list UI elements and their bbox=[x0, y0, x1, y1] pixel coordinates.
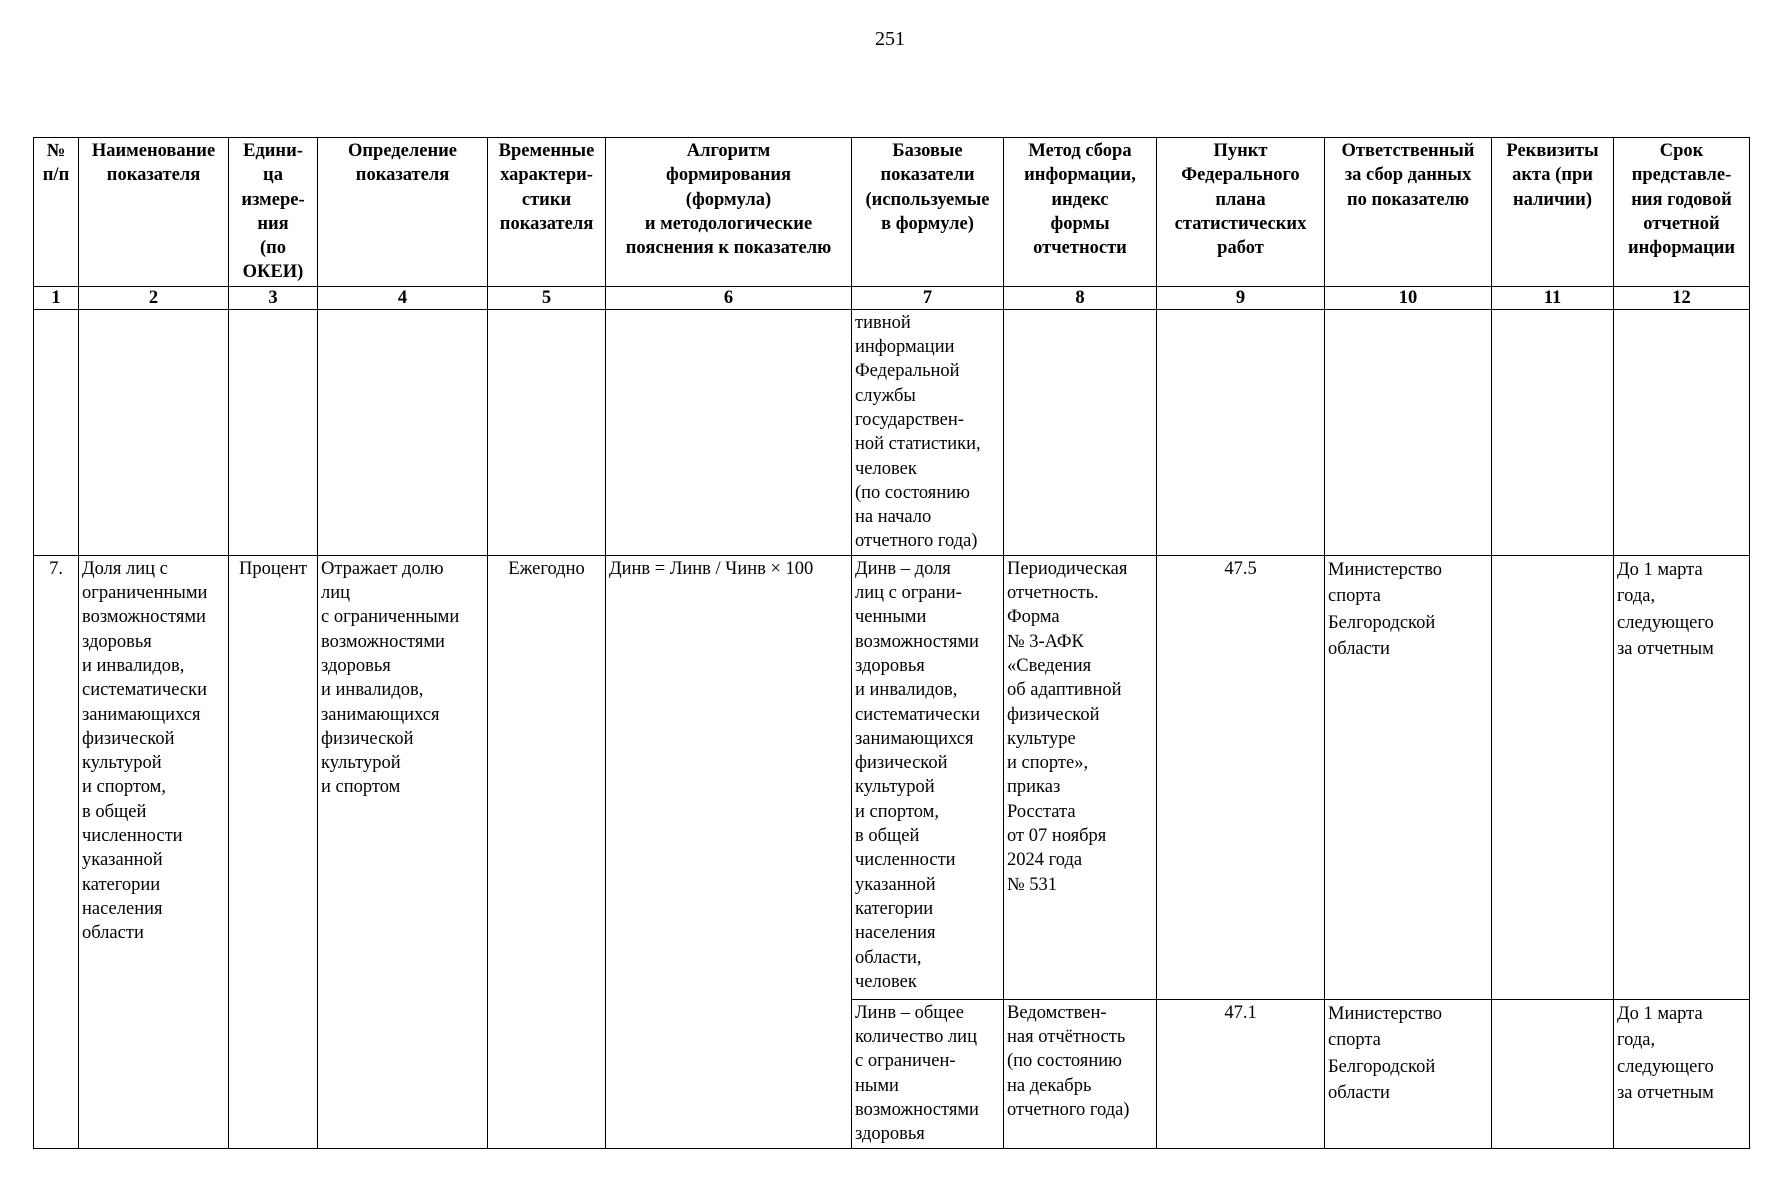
row7a-deadline: До 1 марта года, следующего за отчетным bbox=[1614, 555, 1750, 999]
column-number-8: 8 bbox=[1004, 286, 1157, 309]
cont-cell-5 bbox=[488, 309, 606, 555]
row7-periodicity: Ежегодно bbox=[488, 555, 606, 1148]
row7-unit: Процент bbox=[229, 555, 318, 1148]
column-number-10: 10 bbox=[1325, 286, 1492, 309]
row7-name: Доля лиц с ограниченными возможностями здоровья и инвалидов, систематически занимающихся физической культурой и спортом, в общей численности указанной категории населения области bbox=[79, 555, 229, 1148]
column-number-row bbox=[34, 286, 1750, 309]
row7-formula: Динв = Линв / Чинв × 100 bbox=[606, 555, 852, 1148]
column-number-1: 1 bbox=[34, 286, 79, 309]
cont-base-indicator: тивной информации Федеральной службы государствен- ной статистики, человек (по состоянию на начало отчетного года) bbox=[852, 309, 1004, 555]
column-number-11: 11 bbox=[1492, 286, 1614, 309]
row7b-method: Ведомствен- ная отчётность (по состоянию на декабрь отчетного года) bbox=[1004, 999, 1157, 1148]
row7-number: 7. bbox=[34, 555, 79, 1148]
header-col-4: Определение показателя bbox=[318, 138, 488, 287]
column-number-3: 3 bbox=[229, 286, 318, 309]
header-col-10: Ответственный за сбор данных по показателю bbox=[1325, 138, 1492, 287]
row7b-responsible: Министерство спорта Белгородской области bbox=[1325, 999, 1492, 1148]
row7b-act bbox=[1492, 999, 1614, 1148]
row7b-plan-item: 47.1 bbox=[1157, 999, 1325, 1148]
header-col-8: Метод сбора информации, индекс формы отчетности bbox=[1004, 138, 1157, 287]
row7a-plan-item: 47.5 bbox=[1157, 555, 1325, 999]
header-col-7: Базовые показатели (используемые в формуле) bbox=[852, 138, 1004, 287]
header-col-3: Едини- ца измере- ния (по ОКЕИ) bbox=[229, 138, 318, 287]
column-number-9: 9 bbox=[1157, 286, 1325, 309]
header-col-5: Временные характери- стики показателя bbox=[488, 138, 606, 287]
cont-cell-12 bbox=[1614, 309, 1750, 555]
row7b-deadline: До 1 марта года, следующего за отчетным bbox=[1614, 999, 1750, 1148]
header-col-1: № п/п bbox=[34, 138, 79, 287]
column-number-2: 2 bbox=[79, 286, 229, 309]
column-number-12: 12 bbox=[1614, 286, 1750, 309]
row7a-act bbox=[1492, 555, 1614, 999]
column-number-7: 7 bbox=[852, 286, 1004, 309]
cont-cell-10 bbox=[1325, 309, 1492, 555]
indicators-table bbox=[33, 137, 1750, 1149]
row7a-method: Периодическая отчетность. Форма № 3-АФК «Сведения об адаптивной физической культуре и спорте», приказ Росстата от 07 ноября 2024 года № 531 bbox=[1004, 555, 1157, 999]
header-row bbox=[34, 138, 1750, 287]
header-col-9: Пункт Федерального плана статистических работ bbox=[1157, 138, 1325, 287]
continuation-row bbox=[34, 309, 1750, 555]
header-col-11: Реквизиты акта (при наличии) bbox=[1492, 138, 1614, 287]
column-number-5: 5 bbox=[488, 286, 606, 309]
cont-cell-3 bbox=[229, 309, 318, 555]
row7a-responsible: Министерство спорта Белгородской области bbox=[1325, 555, 1492, 999]
header-col-2: Наименование показателя bbox=[79, 138, 229, 287]
row7-definition: Отражает долю лиц с ограниченными возможностями здоровья и инвалидов, занимающихся физической культурой и спортом bbox=[318, 555, 488, 1148]
header-col-6: Алгоритм формирования (формула) и методологические пояснения к показателю bbox=[606, 138, 852, 287]
cont-cell-8 bbox=[1004, 309, 1157, 555]
cont-cell-9 bbox=[1157, 309, 1325, 555]
column-number-6: 6 bbox=[606, 286, 852, 309]
header-col-12: Срок представле- ния годовой отчетной информации bbox=[1614, 138, 1750, 287]
column-number-4: 4 bbox=[318, 286, 488, 309]
row7b-base-indicator: Линв – общее количество лиц с ограничен- ными возможностями здоровья bbox=[852, 999, 1004, 1148]
page-number: 251 bbox=[875, 28, 905, 50]
cont-cell-1 bbox=[34, 309, 79, 555]
cont-cell-11 bbox=[1492, 309, 1614, 555]
row7a-base-indicator: Динв – доля лиц с ограни- ченными возможностями здоровья и инвалидов, систематически занимающихся физической культурой и спортом, в общей численности указанной категории населения области, человек bbox=[852, 555, 1004, 999]
cont-cell-4 bbox=[318, 309, 488, 555]
cont-cell-2 bbox=[79, 309, 229, 555]
cont-cell-6 bbox=[606, 309, 852, 555]
indicator-row-7 bbox=[34, 555, 1750, 999]
